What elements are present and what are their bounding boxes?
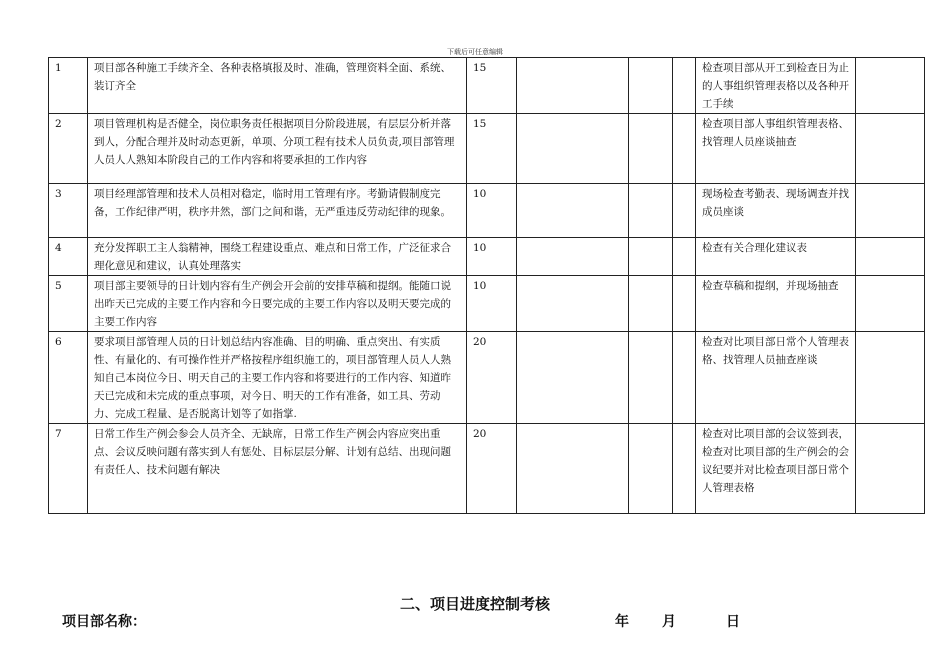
method-cell: 检查项目部人事组织管理表格、找管理人员座谈抽查 [696, 114, 856, 184]
blank-cell [673, 114, 696, 184]
blank-cell [673, 424, 696, 514]
blank-cell [517, 276, 629, 332]
requirement-cell: 日常工作生产例会参会人员齐全、无缺席，日常工作生产例会内容应突出重点、会议反映问题有落实到人有惩处、目标层层分解、计划有总结、出现问题有责任人、技术问题有解决 [88, 424, 467, 514]
table-row [49, 58, 925, 114]
row-number: 5 [49, 276, 88, 332]
header-note: 下载后可任意编辑 [447, 48, 503, 56]
blank-cell [517, 238, 629, 276]
blank-cell [856, 332, 925, 424]
method-cell: 检查项目部从开工到检查日为止的人事组织管理表格以及各种开工手续 [696, 58, 856, 114]
requirement-cell: 项目经理部管理和技术人员相对稳定，临时用工管理有序。考勤请假制度完备，工作纪律严明，秩序井然，部门之间和谐，无严重违反劳动纪律的现象。 [88, 184, 467, 238]
blank-cell [629, 332, 673, 424]
blank-cell [856, 114, 925, 184]
row-number: 7 [49, 424, 88, 514]
table-row [49, 332, 925, 424]
blank-cell [673, 184, 696, 238]
blank-cell [856, 238, 925, 276]
blank-cell [673, 332, 696, 424]
row-number: 6 [49, 332, 88, 424]
score-cell: 20 [467, 424, 517, 514]
assessment-table [48, 57, 925, 514]
blank-cell [856, 184, 925, 238]
blank-cell [856, 276, 925, 332]
requirement-cell: 项目部主要领导的日计划内容有生产例会开会前的安排草稿和提纲。能随口说出昨天已完成的主要工作内容和今日要完成的主要工作内容以及明天要完成的主要工作内容 [88, 276, 467, 332]
score-cell: 10 [467, 276, 517, 332]
row-number: 1 [49, 58, 88, 114]
blank-cell [517, 184, 629, 238]
section-title: 二、项目进度控制考核 [399, 595, 550, 613]
blank-cell [517, 332, 629, 424]
table-row [49, 114, 925, 184]
method-cell: 现场检查考勤表、现场调查并找成员座谈 [696, 184, 856, 238]
requirement-cell: 要求项目部管理人员的日计划总结内容准确、目的明确、重点突出、有实质性、有量化的、有可操作性并严格按程序组织施工的，项目部管理人员人人熟知自己本岗位今日、明天自己的主要工作内容和将要进行的工作内容、知道昨天已完成和未完成的重点事项，对今日、明天的工作有准备，如工具、劳动力、完成工程量、是否脱离计划等了如指掌. [88, 332, 467, 424]
date-day-label: 日 [726, 614, 740, 630]
blank-cell [673, 58, 696, 114]
blank-cell [629, 238, 673, 276]
method-cell: 检查草稿和提纲，并现场抽查 [696, 276, 856, 332]
requirement-cell: 充分发挥职工主人翁精神，围绕工程建设重点、难点和日常工作，广泛征求合理化意见和建议，认真处理落实 [88, 238, 467, 276]
blank-cell [517, 58, 629, 114]
blank-cell [629, 424, 673, 514]
blank-cell [856, 58, 925, 114]
date-month-label: 月 [662, 614, 676, 630]
score-cell: 15 [467, 114, 517, 184]
blank-cell [517, 114, 629, 184]
table-row [49, 238, 925, 276]
score-cell: 10 [467, 184, 517, 238]
requirement-cell: 项目管理机构是否健全，岗位职务责任根据项目分阶段进展，有层层分析并落到人，分配合理并及时动态更新，单项、分项工程有技术人员负责,项目部管理人员人人熟知本阶段自己的工作内容和将要承担的工作内容 [88, 114, 467, 184]
score-cell: 15 [467, 58, 517, 114]
score-cell: 10 [467, 238, 517, 276]
score-cell: 20 [467, 332, 517, 424]
blank-cell [629, 58, 673, 114]
method-cell: 检查对比项目部的会议签到表，检查对比项目部的生产例会的会议纪要并对比检查项目部日常个人管理表格 [696, 424, 856, 514]
row-number: 3 [49, 184, 88, 238]
blank-cell [629, 276, 673, 332]
row-number: 2 [49, 114, 88, 184]
table-row [49, 276, 925, 332]
method-cell: 检查对比项目部日常个人管理表格、找管理人员抽查座谈 [696, 332, 856, 424]
blank-cell [629, 114, 673, 184]
method-cell: 检查有关合理化建议表 [696, 238, 856, 276]
blank-cell [517, 424, 629, 514]
row-number: 4 [49, 238, 88, 276]
blank-cell [673, 276, 696, 332]
blank-cell [856, 424, 925, 514]
blank-cell [629, 184, 673, 238]
table-row [49, 424, 925, 514]
project-name-label: 项目部名称： [62, 614, 146, 630]
date-year-label: 年 [615, 614, 629, 630]
blank-cell [673, 238, 696, 276]
requirement-cell: 项目部各种施工手续齐全、各种表格填报及时、准确，管理资料全面、系统、装订齐全 [88, 58, 467, 114]
table-row [49, 184, 925, 238]
